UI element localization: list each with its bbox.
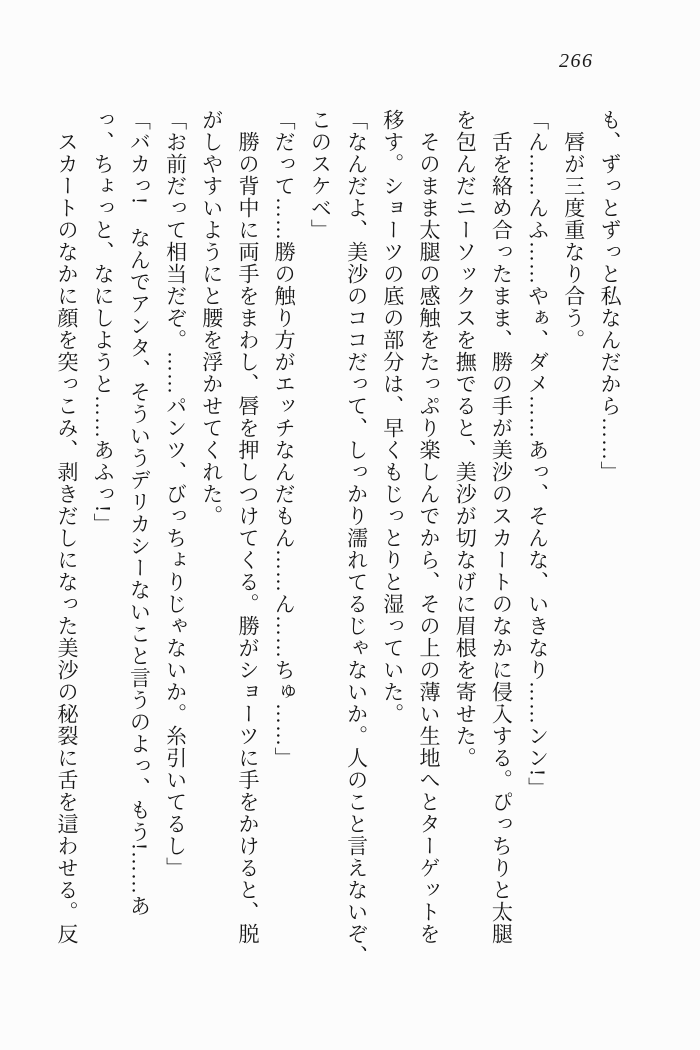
text-line: 舌を絡め合ったまま、勝の手が美沙のスカートのなかに侵入する。ぴっちりと太腿 — [489, 131, 514, 945]
text-line: 移す。ショーツの底の部分は、早くもじっとりと湿っていた。 — [380, 109, 405, 725]
page-number: 266 — [559, 50, 594, 72]
text-line: 「バカっ! なんでアンタ、そういうデリカシーないこと言うのよっ、もう!……あ — [127, 109, 152, 917]
text-line: も、ずっとずっと私なんだから……」 — [598, 109, 622, 483]
text-line: このスケベ」 — [308, 109, 333, 241]
text-line: がしやすいようにと腰を浮かせてくれた。 — [199, 109, 224, 527]
text-line: 「お前だって相当だぞ。……パンツ、びっちょりじゃないか。糸引いてるし」 — [163, 109, 188, 879]
text-line: 「なんだよ、美沙のココだって、しっかり濡れてるじゃないか。人のこと言えないぞ、 — [344, 109, 369, 967]
text-line: そのまま太腿の感触をたっぷり楽しんでから、その上の薄い生地へとターゲットを — [416, 131, 441, 945]
text-line: スカートのなかに顔を突っこみ、剥きだしになった美沙の秘裂に舌を這わせる。反 — [54, 131, 79, 945]
text-line: 勝の背中に両手をまわし、唇を押しつけてくる。勝がショーツに手をかけると、脱 — [235, 131, 260, 945]
vertical-text-block — [42, 109, 628, 971]
text-line: 「ん……んふ……やぁ、ダメ……あっ、そんな、いきなり……ンン!」 — [525, 109, 550, 799]
text-line: っ、ちょっと、なにしようと……あふっ!」 — [91, 109, 116, 535]
text-line: 唇が三度重なり合う。 — [561, 131, 586, 351]
text-line: を包んだニーソックスを撫でると、美沙が切なげに眉根を寄せた。 — [453, 109, 478, 769]
text-line: 「だって……勝の触り方がエッチなんだもん……ん……ちゅ……」 — [272, 109, 297, 769]
